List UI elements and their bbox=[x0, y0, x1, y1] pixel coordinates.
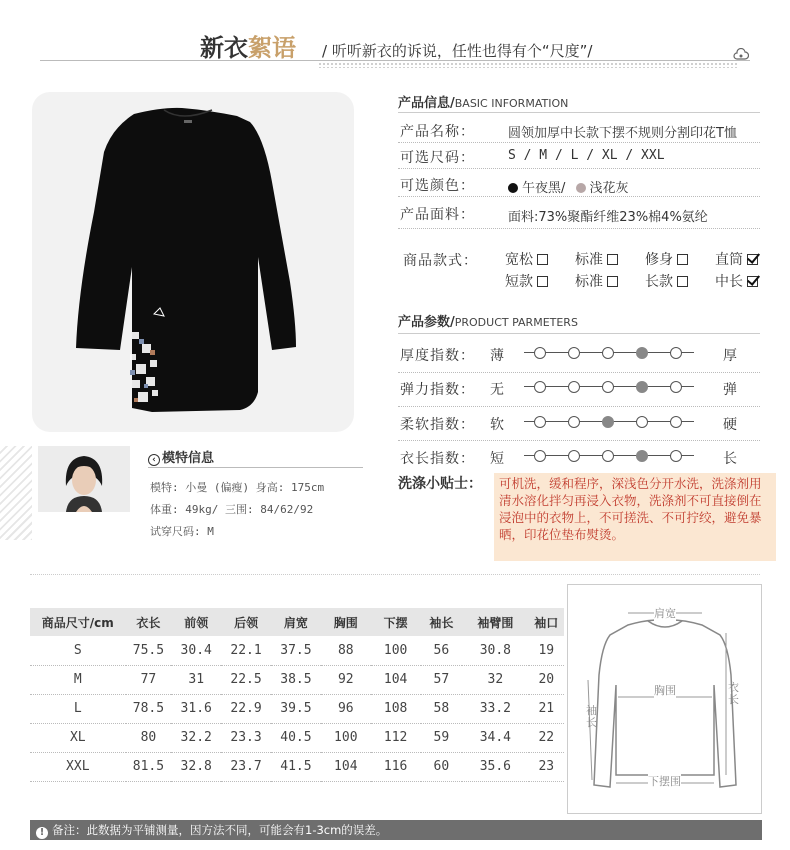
color-gray-label: 浅花灰 bbox=[589, 181, 629, 196]
measure-cell: 23 bbox=[529, 752, 564, 781]
table-row bbox=[30, 723, 564, 752]
diagram-sleeve-label: 袖长 bbox=[586, 704, 597, 729]
color-black-label: 午夜黑/ bbox=[522, 181, 566, 196]
basic-info-title: 产品信息/BASIC INFORMATION bbox=[398, 96, 569, 111]
params-divider bbox=[398, 333, 760, 334]
size-cell: L bbox=[30, 694, 126, 723]
diagram-shoulder-label: 肩宽 bbox=[654, 607, 676, 620]
care-tip-label: 洗涤小贴士： bbox=[398, 476, 482, 492]
checkbox-loose bbox=[537, 254, 548, 265]
measure-cell: 108 bbox=[371, 694, 421, 723]
measure-cell: 92 bbox=[321, 665, 371, 694]
row-divider bbox=[398, 440, 760, 441]
header-cell: 后领 bbox=[221, 608, 271, 636]
measure-cell: 34.4 bbox=[462, 723, 528, 752]
care-tip-text: 可机洗，缓和程序，深浅色分开水洗，洗涤剂用清水溶化拌匀再浸入衣物，洗涤剂不可直接倒在浸泡中的衣物上，不可搓洗、不可拧绞，避免暴晒，印花位垫布熨烫。 bbox=[499, 476, 762, 542]
scale-point bbox=[670, 347, 682, 359]
scale-point bbox=[568, 381, 580, 393]
style-option-standard-fit: 标准 bbox=[575, 249, 618, 269]
size-cell: XXL bbox=[30, 752, 126, 781]
measure-cell: 32.8 bbox=[171, 752, 221, 781]
thickness-min: 薄 bbox=[490, 348, 505, 364]
style-option-slim: 修身 bbox=[645, 249, 688, 269]
checkbox-slim bbox=[677, 254, 688, 265]
header-cell: 下摆 bbox=[371, 608, 421, 636]
size-value: S / M / L / XL / XXL bbox=[508, 148, 665, 163]
measure-cell: 104 bbox=[321, 752, 371, 781]
row-divider bbox=[398, 372, 760, 373]
measure-cell: 116 bbox=[371, 752, 421, 781]
scale-point bbox=[568, 450, 580, 462]
scale-point bbox=[670, 450, 682, 462]
scale-point bbox=[568, 347, 580, 359]
size-cell: XL bbox=[30, 723, 126, 752]
model-info-title: ‹ 模特信息 bbox=[148, 447, 214, 466]
color-options bbox=[508, 177, 629, 196]
checkbox-mid-length-checked bbox=[747, 276, 758, 287]
thickness-max: 厚 bbox=[723, 348, 738, 364]
size-label: 可选尺码： bbox=[400, 150, 475, 166]
measure-cell: 30.4 bbox=[171, 636, 221, 665]
scale-point-selected bbox=[602, 416, 614, 428]
softness-min: 软 bbox=[490, 417, 505, 433]
measure-cell: 57 bbox=[421, 665, 463, 694]
measure-cell: 33.2 bbox=[462, 694, 528, 723]
product-photo bbox=[32, 92, 354, 432]
measure-cell: 32 bbox=[462, 665, 528, 694]
size-cell: S bbox=[30, 636, 126, 665]
table-row bbox=[30, 665, 564, 694]
page-title: 新衣絮语 bbox=[200, 33, 296, 62]
measure-cell: 56 bbox=[421, 636, 463, 665]
measure-cell: 22 bbox=[529, 723, 564, 752]
header-cell: 袖口 bbox=[529, 608, 564, 636]
scale-point bbox=[534, 347, 546, 359]
measure-cell: 96 bbox=[321, 694, 371, 723]
row-divider bbox=[398, 406, 760, 407]
measure-cell: 19 bbox=[529, 636, 564, 665]
measure-cell: 31 bbox=[171, 665, 221, 694]
measure-cell: 40.5 bbox=[271, 723, 321, 752]
header-cell: 肩宽 bbox=[271, 608, 321, 636]
header-cell: 袖长 bbox=[421, 608, 463, 636]
length-index-label: 衣长指数： bbox=[400, 451, 475, 467]
measure-cell: 35.6 bbox=[462, 752, 528, 781]
note-text: 备注：此数据为平铺测量，因方法不同，可能会有1-3cm的误差。 bbox=[52, 823, 388, 837]
length-index-max: 长 bbox=[723, 451, 738, 467]
header-cell: 袖臂围 bbox=[462, 608, 528, 636]
measure-cell: 31.6 bbox=[171, 694, 221, 723]
measure-cell: 59 bbox=[421, 723, 463, 752]
softness-scale bbox=[524, 415, 694, 429]
cloud-icon bbox=[733, 48, 749, 64]
scale-point bbox=[670, 381, 682, 393]
note-bar bbox=[30, 820, 762, 840]
measure-cell: 100 bbox=[321, 723, 371, 752]
size-table-header bbox=[30, 608, 564, 636]
size-table bbox=[30, 608, 564, 782]
scale-point bbox=[534, 416, 546, 428]
softness-max: 硬 bbox=[723, 417, 738, 433]
style-option-short: 短款 bbox=[505, 271, 548, 291]
elasticity-min: 无 bbox=[490, 382, 505, 398]
checkbox-standard-length bbox=[607, 276, 618, 287]
scale-point bbox=[534, 450, 546, 462]
params-title: 产品参数/PRODUCT PARMETERS bbox=[398, 315, 578, 330]
measure-cell: 39.5 bbox=[271, 694, 321, 723]
checkbox-straight-checked bbox=[747, 254, 758, 265]
fabric-value: 面料:73%聚酯纤维23%棉4%氨纶 bbox=[508, 210, 708, 225]
scale-point-selected bbox=[636, 381, 648, 393]
header-cell: 胸围 bbox=[321, 608, 371, 636]
measure-cell: 60 bbox=[421, 752, 463, 781]
header-cell: 商品尺寸/cm bbox=[30, 608, 126, 636]
product-name-value: 圆领加厚中长款下摆不规则分割印花T恤 bbox=[508, 126, 737, 141]
measure-cell: 88 bbox=[321, 636, 371, 665]
measure-cell: 100 bbox=[371, 636, 421, 665]
thickness-label: 厚度指数： bbox=[400, 348, 475, 364]
row-divider bbox=[398, 228, 760, 229]
measure-cell: 20 bbox=[529, 665, 564, 694]
diagram-hem-label: 下摆围 bbox=[648, 775, 681, 788]
model-photo bbox=[38, 446, 130, 512]
elasticity-scale bbox=[524, 380, 694, 394]
care-tip-box bbox=[494, 473, 776, 561]
scale-point-selected bbox=[636, 450, 648, 462]
measure-cell: 58 bbox=[421, 694, 463, 723]
arrow-left-circle-icon: ‹ bbox=[148, 454, 160, 466]
measure-cell: 112 bbox=[371, 723, 421, 752]
header-cell: 前领 bbox=[171, 608, 221, 636]
fabric-label: 产品面料： bbox=[400, 207, 475, 223]
measure-cell: 22.5 bbox=[221, 665, 271, 694]
header-dots-decoration bbox=[318, 62, 738, 68]
scale-point bbox=[602, 381, 614, 393]
measure-cell: 104 bbox=[371, 665, 421, 694]
diagram-length-label: 衣长 bbox=[728, 681, 739, 706]
measure-cell: 37.5 bbox=[271, 636, 321, 665]
model-info-divider bbox=[148, 467, 363, 468]
measure-cell: 22.1 bbox=[221, 636, 271, 665]
row-divider bbox=[398, 142, 760, 143]
style-option-straight: 直筒 bbox=[715, 249, 758, 269]
style-label: 商品款式： bbox=[403, 253, 478, 269]
measure-cell: 32.2 bbox=[171, 723, 221, 752]
model-stats-line1: 模特: 小曼 (偏瘦) 身高: 175cm bbox=[150, 481, 325, 494]
table-row bbox=[30, 752, 564, 781]
product-name-label: 产品名称： bbox=[400, 124, 475, 140]
scale-point bbox=[670, 416, 682, 428]
scale-point bbox=[534, 381, 546, 393]
length-index-scale bbox=[524, 449, 694, 463]
checkbox-short bbox=[537, 276, 548, 287]
measurement-diagram bbox=[567, 584, 762, 814]
measure-cell: 77 bbox=[126, 665, 172, 694]
measure-cell: 23.3 bbox=[221, 723, 271, 752]
row-divider bbox=[398, 196, 760, 197]
row-divider bbox=[398, 168, 760, 169]
measure-cell: 38.5 bbox=[271, 665, 321, 694]
section-divider bbox=[30, 574, 760, 575]
table-row bbox=[30, 694, 564, 723]
measure-cell: 22.9 bbox=[221, 694, 271, 723]
info-icon: ! bbox=[36, 827, 48, 839]
color-swatch-gray bbox=[576, 183, 586, 193]
measure-cell: 30.8 bbox=[462, 636, 528, 665]
thickness-scale bbox=[524, 346, 694, 360]
length-index-min: 短 bbox=[490, 451, 505, 467]
zigzag-decoration bbox=[0, 446, 32, 540]
style-option-mid-length: 中长 bbox=[715, 271, 758, 291]
measure-cell: 80 bbox=[126, 723, 172, 752]
table-row bbox=[30, 636, 564, 665]
scale-point bbox=[636, 416, 648, 428]
style-option-loose: 宽松 bbox=[505, 249, 548, 269]
measure-cell: 75.5 bbox=[126, 636, 172, 665]
measure-cell: 78.5 bbox=[126, 694, 172, 723]
color-label: 可选颜色： bbox=[400, 178, 475, 194]
softness-label: 柔软指数： bbox=[400, 417, 475, 433]
basic-info-divider bbox=[398, 112, 760, 113]
measure-cell: 41.5 bbox=[271, 752, 321, 781]
scale-point bbox=[602, 347, 614, 359]
page-subtitle: / 听听新衣的诉说，任性也得有个“尺度”/ bbox=[322, 42, 593, 60]
size-cell: M bbox=[30, 665, 126, 694]
style-option-standard-length: 标准 bbox=[575, 271, 618, 291]
color-swatch-black bbox=[508, 183, 518, 193]
style-option-long: 长款 bbox=[645, 271, 688, 291]
scale-point-selected bbox=[636, 347, 648, 359]
measure-cell: 23.7 bbox=[221, 752, 271, 781]
checkbox-long bbox=[677, 276, 688, 287]
model-trial-size: 试穿尺码: M bbox=[150, 525, 214, 538]
header-cell: 衣长 bbox=[126, 608, 172, 636]
elasticity-label: 弹力指数： bbox=[400, 382, 475, 398]
checkbox-standard-fit bbox=[607, 254, 618, 265]
measure-cell: 21 bbox=[529, 694, 564, 723]
scale-point bbox=[568, 416, 580, 428]
elasticity-max: 弹 bbox=[723, 382, 738, 398]
diagram-chest-label: 胸围 bbox=[654, 684, 676, 697]
measure-cell: 81.5 bbox=[126, 752, 172, 781]
model-stats-line2: 体重: 49kg/ 三围: 84/62/92 bbox=[150, 503, 314, 516]
scale-point bbox=[602, 450, 614, 462]
